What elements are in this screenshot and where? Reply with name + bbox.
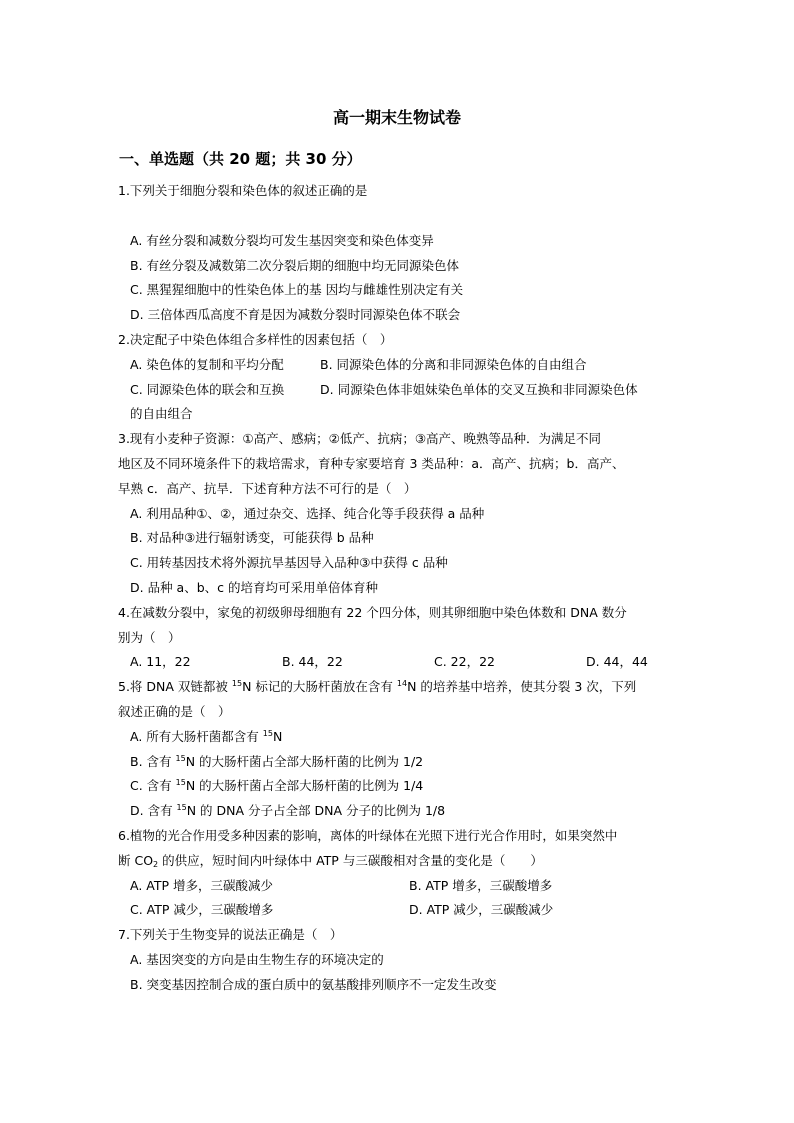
question-2-option-b: B. 同源染色体的分离和非同源染色体的自由组合 (320, 356, 587, 372)
question-3-option-d: D. 品种 a、b、c 的培育均可采用单倍体育种 (130, 579, 378, 595)
question-7 (118, 923, 683, 997)
question-1-stem: 1.下列关于细胞分裂和染色体的叙述正确的是 (118, 183, 368, 198)
question-1-option-b: B. 有丝分裂及减数第二次分裂后期的细胞中均无同源染色体 (130, 257, 460, 273)
question-3-option-a: A. 利用品种①、②，通过杂交、选择、纯合化等手段获得 a 品种 (130, 505, 485, 521)
question-5-stem-line-2: 叙述正确的是（ ） (118, 703, 231, 719)
question-2-stem: 2.决定配子中染色体组合多样性的因素包括（ ） (118, 331, 393, 347)
question-6 (118, 824, 683, 923)
question-6-option-b: B. ATP 增多，三碳酸增多 (409, 877, 553, 893)
question-4-stem-line-1: 4.在减数分裂中，家兔的初级卵母细胞有 22 个四分体，则其卵细胞中染色体数和 DNA 数分 (118, 604, 627, 620)
question-2-option-a: A. 染色体的复制和平均分配 (130, 356, 284, 372)
question-4-option-c: C. 22，22 (434, 654, 495, 670)
question-3-option-c: C. 用转基因技术将外源抗旱基因导入品种③中获得 c 品种 (130, 555, 448, 571)
question-4-stem-line-2: 别为（ ） (118, 629, 181, 645)
question-5-option-a: A. 所有大肠杆菌都含有 $^{15}$N (130, 728, 283, 744)
question-3-option-b: B. 对品种③进行辐射诱变，可能获得 b 品种 (130, 530, 374, 546)
question-7-stem: 7.下列关于生物变异的说法正确是（ ） (118, 927, 343, 943)
question-4-option-d: D. 44，44 (586, 654, 648, 670)
question-3-stem-line-2: 地区及不同环境条件下的栽培需求，育种专家要培育 3 类品种：a．高产、抗病；b．高产、 (118, 455, 625, 471)
question-2-option-d: D. 同源染色体非姐妹染色单体的交叉互换和非同源染色体 (320, 381, 638, 397)
question-1-option-d: D. 三倍体西瓜高度不育是因为减数分裂时同源染色体不联会 (130, 307, 461, 323)
question-3 (118, 427, 683, 601)
exam-title: 高一期末生物试卷 (332, 108, 461, 127)
question-3-stem-line-1: 3.现有小麦种子资源：①高产、感病；②低产、抗病；③高产、晚熟等品种．为满足不同 (118, 431, 602, 447)
question-6-option-c: C. ATP 减少，三碳酸增多 (130, 902, 274, 918)
question-2-option-d-continued: 的自由组合 (130, 406, 193, 422)
question-5-option-c: C. 含有 $^{15}$N 的大肠杆菌占全部大肠杆菌的比例为 1/4 (130, 778, 424, 794)
question-4 (118, 601, 683, 675)
section-heading: 一、单选题（共 20 题；共 30 分） (119, 150, 362, 168)
question-6-option-d: D. ATP 减少，三碳酸减少 (409, 902, 554, 918)
question-5-stem-line-1: 5.将 DNA 双链都被 $^{15}$N 标记的大肠杆菌放在含有 $^{14}$N 的培养基中培养，使其分裂 3 次，下列 (118, 679, 637, 695)
question-6-stem-line-1: 6.植物的光合作用受多种因素的影响，离体的叶绿体在光照下进行光合作用时，如果突然中 (118, 827, 618, 843)
question-1-option-c: C. 黑猩猩细胞中的性染色体上的基 因均与雌雄性别决定有关 (130, 282, 464, 298)
question-5-option-d: D. 含有 $^{15}$N 的 DNA 分子占全部 DNA 分子的比例为 1/8 (130, 803, 446, 819)
question-7-option-a: A. 基因突变的方向是由生物生存的环境决定的 (130, 951, 384, 967)
question-4-option-b: B. 44，22 (282, 654, 343, 670)
question-2-option-c: C. 同源染色体的联会和互换 (130, 381, 285, 397)
question-6-option-a: A. ATP 增多，三碳酸减少 (130, 877, 274, 893)
question-5 (118, 675, 683, 824)
question-6-stem-line-2: 断 $CO_2$ 的供应，短时间内叶绿体中 ATP 与三碳酸相对含量的变化是（ ） (118, 852, 543, 869)
question-1 (118, 179, 683, 328)
question-5-option-b: B. 含有 $^{15}$N 的大肠杆菌占全部大肠杆菌的比例为 1/2 (130, 753, 424, 769)
question-3-stem-line-3: 早熟 c．高产、抗旱．下述育种方法不可行的是（ ） (118, 480, 417, 496)
question-7-option-b: B. 突变基因控制合成的蛋白质中的氨基酸排列顺序不一定发生改变 (130, 976, 497, 992)
question-4-option-a: A. 11，22 (130, 654, 191, 670)
question-list (118, 179, 683, 998)
question-1-option-a: A. 有丝分裂和减数分裂均可发生基因突变和染色体变异 (130, 232, 434, 248)
question-2 (118, 328, 683, 427)
